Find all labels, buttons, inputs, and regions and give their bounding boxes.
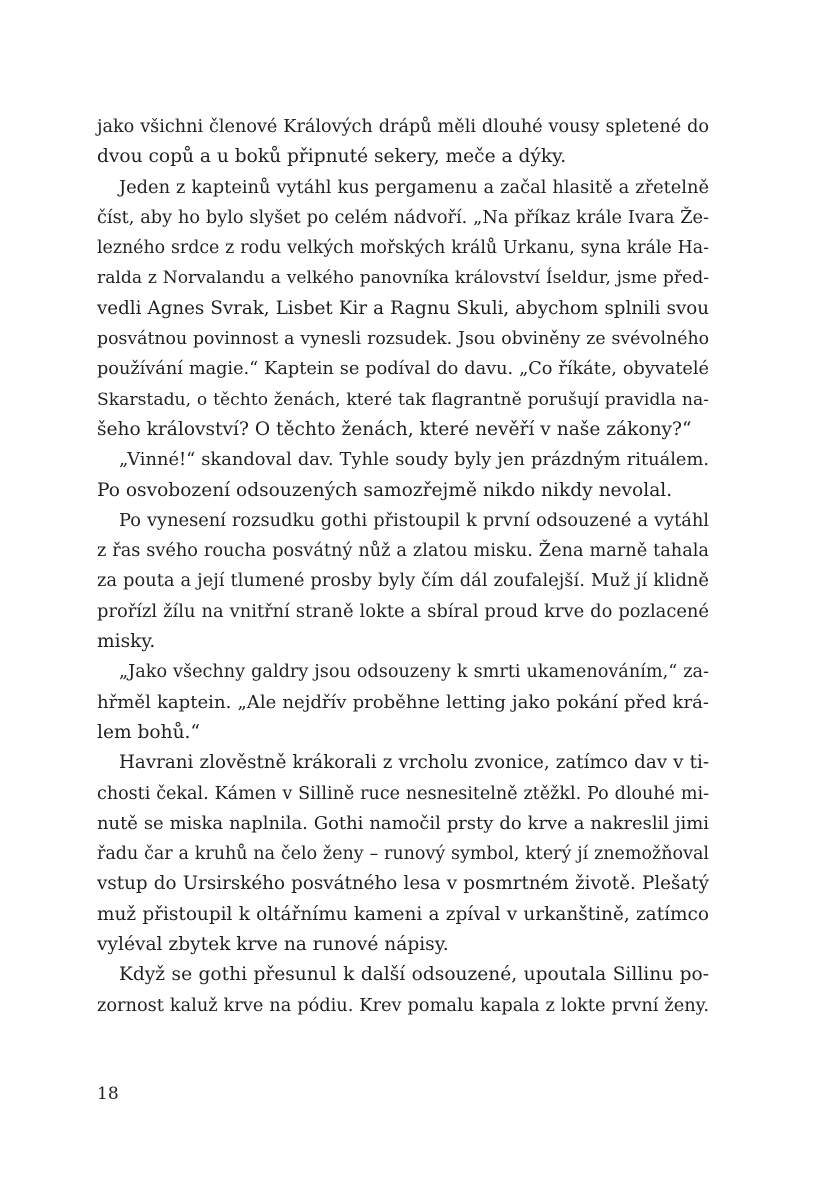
- text-line: misky.: [97, 631, 156, 653]
- text-line: chosti čekal. Kámen v Sillině ruce nesnesitelně ztěžkl. Po dlouhé mi-: [97, 783, 709, 804]
- text-line: Po vynesení rozsudku gothi přistoupil k první odsouzené a vytáhl: [119, 509, 709, 531]
- text-line: Jeden z kapteinů vytáhl kus pergamenu a začal hlasitě a zřetelně: [119, 176, 709, 198]
- text-line: ralda z Norvalandu a velkého panovníka království Íseldur, jsme před-: [97, 268, 709, 289]
- text-line: zornost kaluž krve na pódiu. Krev pomalu kapala z lokte první ženy.: [97, 995, 709, 1016]
- body-text: [97, 112, 709, 1021]
- text-line: používání magie.“ Kaptein se podíval do davu. „Co říkáte, obyvatelé: [97, 359, 709, 380]
- page-number: 18: [97, 1084, 119, 1104]
- text-line: řadu čar a kruhů na čelo ženy – runový symbol, který jí znemožňoval: [97, 844, 709, 865]
- text-line: posvátnou povinnost a vynesli rozsudek. Jsou obviněny ze svévolného: [97, 329, 709, 350]
- text-line: vyléval zbytek krve na runové nápisy.: [97, 934, 449, 956]
- text-line: muž přistoupil k oltářnímu kameni a zpíval v urkanštině, zatímco: [97, 903, 709, 925]
- text-line: z řas svého roucha posvátný nůž a zlatou misku. Žena marně tahala: [97, 541, 709, 562]
- text-line: prořízl žílu na vnitřní straně lokte a sbíral proud krve do pozlacené: [97, 600, 709, 622]
- text-line: šeho království? O těchto ženách, které nevěří v naše zákony?“: [97, 418, 692, 440]
- text-line: vstup do Ursirského posvátného lesa v posmrtném životě. Plešatý: [97, 873, 709, 895]
- text-line: Když se gothi přesunul k další odsouzené, upoutala Sillinu po-: [119, 964, 709, 986]
- text-line: hřměl kaptein. „Ale nejdřív proběhne letting jako pokání před krá-: [97, 691, 709, 713]
- text-line: „Jako všechny galdry jsou odsouzeny k smrti ukamenováním,“ za-: [119, 662, 709, 683]
- text-line: „Vinné!“ skandoval dav. Tyhle soudy byly jen prázdným rituálem.: [119, 449, 709, 471]
- text-line: lem bohů.“: [97, 721, 200, 743]
- text-line: vedli Agnes Svrak, Lisbet Kir a Ragnu Skuli, abychom splnili svou: [97, 297, 709, 319]
- text-line: Skarstadu, o těchto ženách, které tak flagrantně porušují pravidla na-: [97, 389, 709, 410]
- text-line: nutě se miska naplnila. Gothi namočil prsty do krve a nakreslil jimi: [97, 812, 709, 834]
- text-line: Havrani zlověstně krákorali z vrcholu zvonice, zatímco dav v ti-: [119, 752, 709, 774]
- text-line: lezného srdce z rodu velkých mořských králů Urkanu, syna krále Ha-: [97, 238, 709, 259]
- text-line: jako všichni členové Králových drápů měli dlouhé vousy spletené do: [97, 117, 709, 137]
- text-line: dvou copů a u boků připnuté sekery, meče a dýky.: [97, 146, 567, 168]
- text-line: za pouta a její tlumené prosby byly čím dál zoufalejší. Muž jí klidně: [97, 570, 709, 592]
- text-line: číst, aby ho bylo slyšet po celém nádvoří. „Na příkaz krále Ivara Že-: [97, 207, 709, 228]
- text-line: Po osvobození odsouzených samozřejmě nikdo nikdy nevolal.: [97, 479, 673, 501]
